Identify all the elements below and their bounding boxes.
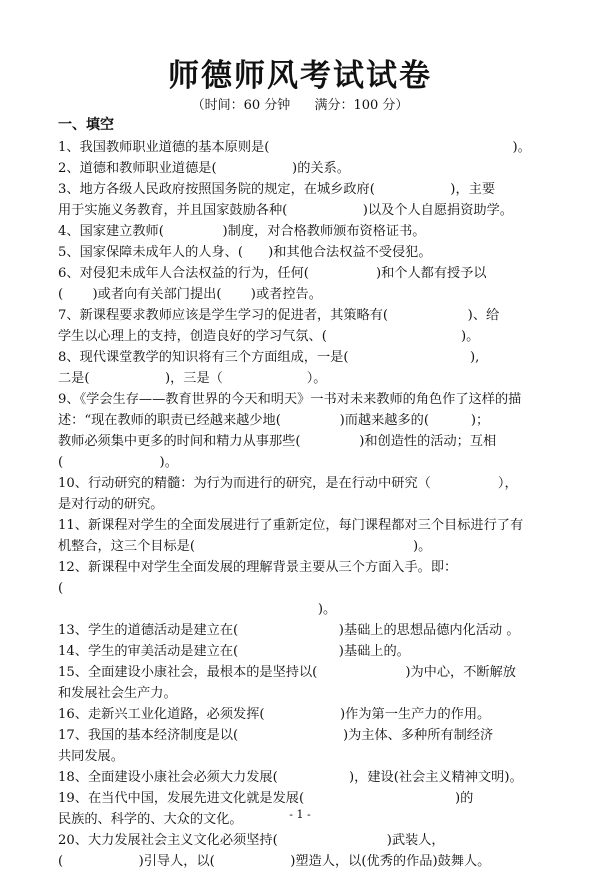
section-heading: 一、填空: [58, 117, 114, 133]
time-info: （时间：60 分钟: [191, 98, 291, 113]
question-line: ( )。: [58, 455, 178, 470]
question-line: ( )引导人，以( )塑造人，以(优秀的作品)鼓舞人。: [58, 854, 491, 869]
question-line: 10、行动研究的精髓：为行为而进行的研究，是在行动中研究（ ），: [58, 476, 518, 491]
question-line: 6、对侵犯未成年人合法权益的行为，任何( )和个人都有授予以: [58, 266, 487, 281]
question-line: 13、学生的道德活动是建立在( )基础上的思想品德内化活动 。: [58, 623, 520, 638]
question-line: 和发展社会生产力。: [58, 686, 177, 701]
question-line: 机整合，这三个目标是( )。: [58, 539, 432, 554]
page-title: 师德师风考试试卷: [168, 58, 432, 94]
question-line: 共同发展。: [58, 749, 124, 764]
question-line: 学生以心理上的支持，创造良好的学习气氛、( )。: [58, 329, 480, 344]
question-line: 15、全面建设小康社会，最根本的是坚持以( )为中心，不断解放: [58, 665, 516, 680]
question-list: [58, 137, 544, 872]
question-line: 12、新课程中对学生全面发展的理解背景主要从三个方面入手。即：: [58, 560, 458, 575]
question-line: 3、地方各级人民政府按照国务院的规定，在城乡政府( )，主要: [58, 182, 496, 197]
question-line: 是对行动的研究。: [58, 497, 164, 512]
question-line: 11、新课程对学生的全面发展进行了重新定位，每门课程都对三个目标进行了有: [58, 518, 524, 533]
question-line: 4、国家建立教师( )制度，对合格教师颁布资格证书。: [58, 224, 426, 239]
exam-info: [0, 97, 600, 115]
question-line: 5、国家保障未成年人的人身、( )和其他合法权益不受侵犯。: [58, 245, 432, 260]
question-line: (: [58, 581, 64, 596]
question-line: 8、现代课堂教学的知识将有三个方面组成，一是( ),: [58, 350, 480, 365]
question-line: 19、在当代中国，发展先进文化就是发展( )的: [58, 791, 474, 806]
question-line: 2、道德和教师职业道德是( )的关系。: [58, 161, 350, 176]
question-line: 教师必须集中更多的时间和精力从事那些( )和创造性的活动；互相: [58, 434, 497, 449]
question-line: 18、全面建设小康社会必须大力发展( )，建设(社会主义精神文明)。: [58, 770, 523, 785]
question-line: 7、新课程要求教师应该是学生学习的促进者，其策略有( )、给: [58, 308, 500, 323]
score-info: 满分：100 分）: [314, 98, 409, 113]
question-line: 用于实施义务教育，并且国家鼓励各种( )以及个人自愿捐资助学。: [58, 203, 513, 218]
question-line: 1、我国教师职业道德的基本原则是( )。: [58, 140, 531, 155]
question-line: 二是( )，三是（ ）。: [58, 371, 327, 386]
question-line: 民族的、科学的、大众的文化。: [58, 812, 243, 827]
question-line: 16、走新兴工业化道路，必须发挥( )作为第一生产力的作用。: [58, 707, 491, 722]
question-line: 14、学生的审美活动是建立在( )基础上的。: [58, 644, 410, 659]
question-line: 20、大力发展社会主义文化必须坚持( )武装人，: [58, 833, 445, 848]
question-line: 17、我国的基本经济制度是以( )为主体、多种所有制经济: [58, 728, 494, 743]
question-line: 9、《学会生存——教育世界的今天和明天》一书对未来教师的角色作了这样的描: [58, 392, 522, 407]
question-line: ( )或者向有关部门提出( )或者控告。: [58, 287, 322, 302]
question-line: )。: [58, 602, 337, 617]
page-number: - 1 -: [289, 808, 311, 821]
question-line: 述：“现在教师的职责已经越来越少地( )而越来越多的( )；: [58, 413, 490, 428]
